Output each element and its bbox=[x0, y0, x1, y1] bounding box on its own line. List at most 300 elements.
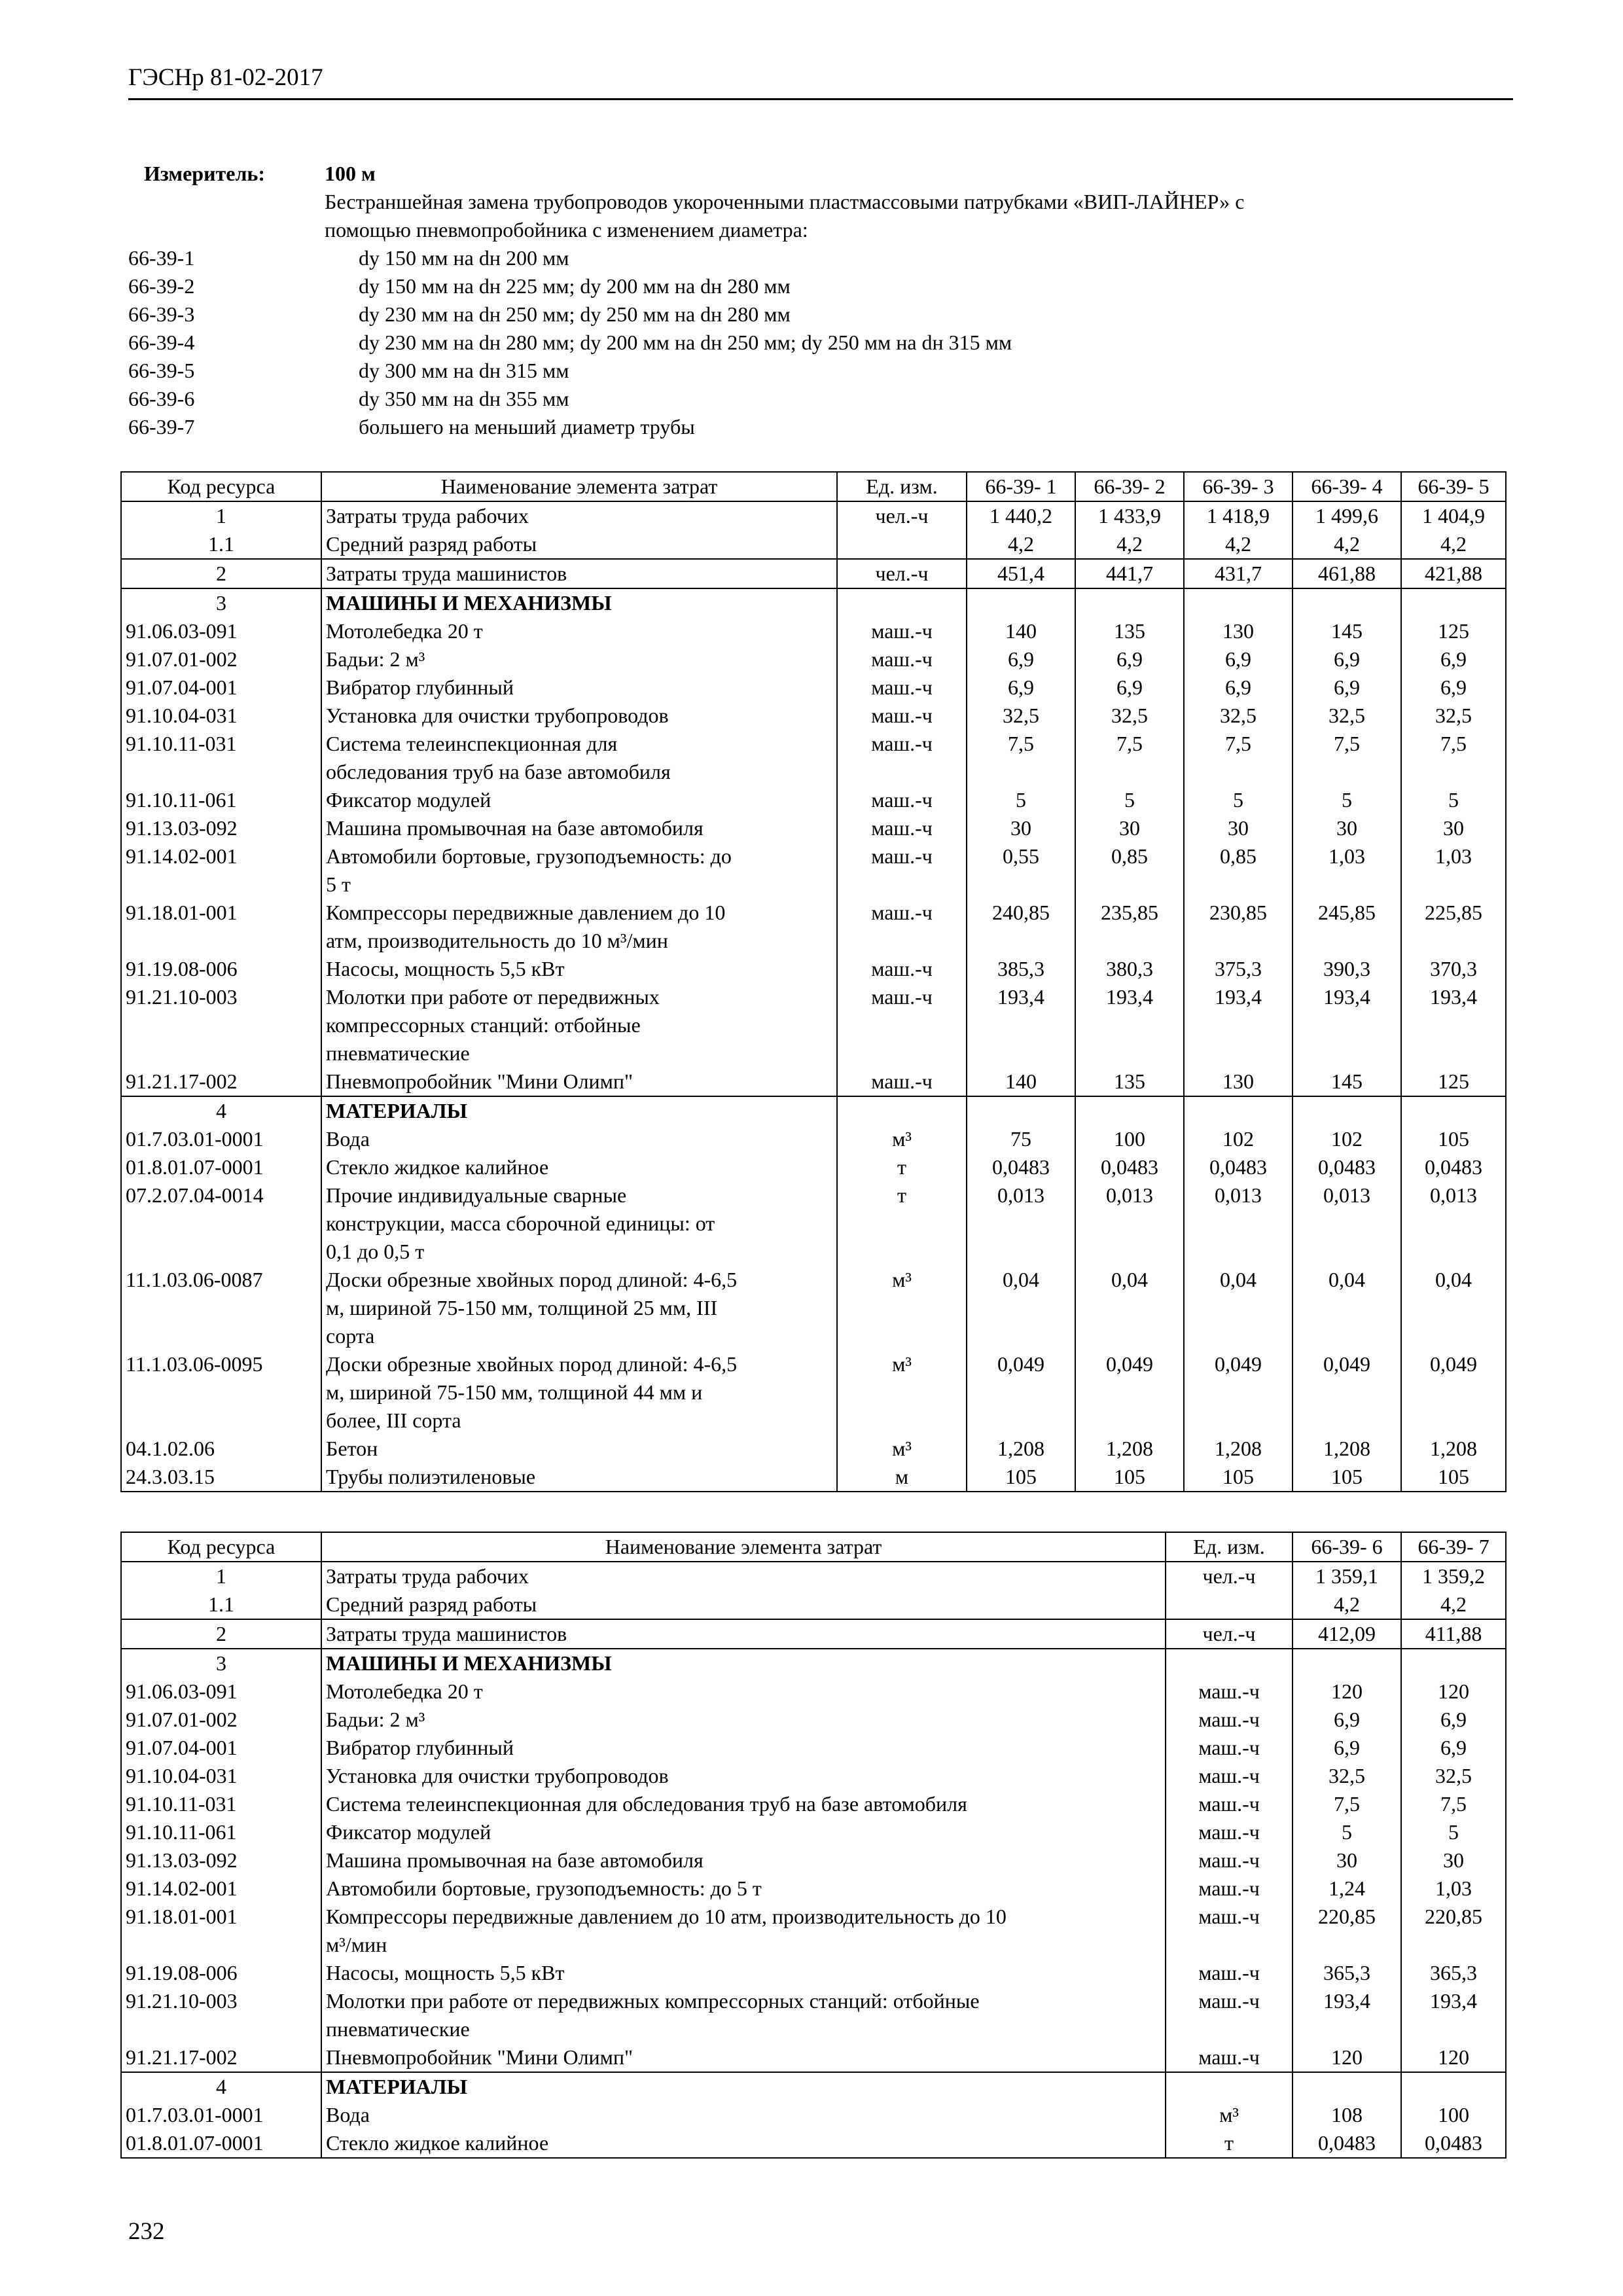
unit: маш.-ч bbox=[837, 955, 967, 983]
norm-value: 30 bbox=[1293, 1846, 1401, 1874]
norm-value: 30 bbox=[1401, 814, 1506, 842]
table-row bbox=[121, 1350, 1506, 1435]
norm-value: 1 404,9 bbox=[1401, 501, 1506, 530]
norm-value: 4,2 bbox=[1184, 530, 1293, 559]
norm-value bbox=[1293, 1649, 1401, 1677]
variant-row bbox=[128, 413, 1513, 441]
table-row bbox=[121, 1762, 1506, 1790]
column-header: 66-39- 5 bbox=[1401, 472, 1506, 501]
name-line: Затраты труда машинистов bbox=[326, 562, 567, 585]
name-line: Средний разряд работы bbox=[326, 1592, 537, 1616]
table-row bbox=[121, 1734, 1506, 1762]
norm-value: 4,2 bbox=[1401, 530, 1506, 559]
norm-value: 6,9 bbox=[1401, 1734, 1506, 1762]
name-line: Бадьи: 2 м³ bbox=[326, 647, 425, 671]
table-row bbox=[121, 702, 1506, 730]
norm-value: 108 bbox=[1293, 2101, 1401, 2129]
unit: чел.-ч bbox=[1166, 1619, 1293, 1649]
table-row bbox=[121, 1435, 1506, 1463]
table-row bbox=[121, 673, 1506, 702]
norm-value: 7,5 bbox=[1293, 1790, 1401, 1818]
name-line: МАТЕРИАЛЫ bbox=[326, 2075, 467, 2098]
unit bbox=[1166, 1649, 1293, 1677]
norm-value: 245,85 bbox=[1293, 899, 1401, 955]
table-row bbox=[121, 530, 1506, 559]
unit: маш.-ч bbox=[1166, 1734, 1293, 1762]
cost-element-name bbox=[321, 1153, 837, 1181]
table-row bbox=[121, 2043, 1506, 2072]
cost-element-name bbox=[321, 501, 837, 530]
resource-code: 91.10.11-031 bbox=[121, 1790, 321, 1818]
norm-value: 0,049 bbox=[967, 1350, 1075, 1435]
resource-code: 91.10.04-031 bbox=[121, 702, 321, 730]
variant-code: 66-39-3 bbox=[128, 302, 195, 326]
unit: чел.-ч bbox=[1166, 1562, 1293, 1590]
unit: чел.-ч bbox=[837, 501, 967, 530]
norm-value: 102 bbox=[1293, 1125, 1401, 1153]
table-row bbox=[121, 1818, 1506, 1846]
resource-code: 11.1.03.06-0095 bbox=[121, 1350, 321, 1435]
variant-row bbox=[128, 300, 1513, 329]
norm-value: 365,3 bbox=[1293, 1959, 1401, 1987]
norm-value: 105 bbox=[1293, 1463, 1401, 1492]
variant-row bbox=[128, 385, 1513, 413]
column-header: Код ресурса bbox=[121, 472, 321, 501]
unit: т bbox=[837, 1181, 967, 1266]
resource-code: 91.19.08-006 bbox=[121, 955, 321, 983]
norm-value: 365,3 bbox=[1401, 1959, 1506, 1987]
column-header: 66-39- 7 bbox=[1401, 1532, 1506, 1562]
resource-code: 91.14.02-001 bbox=[121, 1874, 321, 1903]
unit: маш.-ч bbox=[1166, 1677, 1293, 1706]
table-row bbox=[121, 1677, 1506, 1706]
norm-value: 4,2 bbox=[1293, 1590, 1401, 1619]
resource-code: 04.1.02.06 bbox=[121, 1435, 321, 1463]
norm-value: 7,5 bbox=[1075, 730, 1184, 786]
norm-value bbox=[1293, 1096, 1401, 1125]
resource-code: 91.18.01-001 bbox=[121, 1903, 321, 1959]
variant-code: 66-39-1 bbox=[128, 246, 195, 270]
cost-element-name bbox=[321, 1590, 1166, 1619]
name-line: м, шириной 75-150 мм, толщиной 25 мм, III bbox=[326, 1296, 718, 1319]
norm-value bbox=[967, 588, 1075, 617]
norm-value bbox=[1401, 1096, 1506, 1125]
table-row bbox=[121, 559, 1506, 588]
norm-value: 0,049 bbox=[1184, 1350, 1293, 1435]
cost-element-name bbox=[321, 1762, 1166, 1790]
norm-value: 30 bbox=[967, 814, 1075, 842]
norm-value: 193,4 bbox=[1401, 983, 1506, 1067]
unit: маш.-ч bbox=[837, 617, 967, 645]
unit: маш.-ч bbox=[837, 786, 967, 814]
resource-code: 01.8.01.07-0001 bbox=[121, 1153, 321, 1181]
cost-element-name bbox=[321, 1987, 1166, 2043]
name-line: обследования труб на базе автомобиля bbox=[326, 760, 671, 783]
cost-element-name bbox=[321, 1125, 837, 1153]
cost-element-name bbox=[321, 1677, 1166, 1706]
table-row bbox=[121, 617, 1506, 645]
unit bbox=[837, 1096, 967, 1125]
cost-element-name bbox=[321, 1846, 1166, 1874]
norm-value: 6,9 bbox=[1075, 673, 1184, 702]
norm-value: 140 bbox=[967, 617, 1075, 645]
norm-value: 1,208 bbox=[1293, 1435, 1401, 1463]
norm-value: 130 bbox=[1184, 1067, 1293, 1096]
norm-value: 145 bbox=[1293, 617, 1401, 645]
norm-value: 0,0483 bbox=[967, 1153, 1075, 1181]
name-line: Насосы, мощность 5,5 кВт bbox=[326, 1961, 565, 1984]
norm-value: 1,208 bbox=[1401, 1435, 1506, 1463]
name-line: МАТЕРИАЛЫ bbox=[326, 1099, 467, 1122]
norm-value: 5 bbox=[1401, 786, 1506, 814]
resource-code: 91.13.03-092 bbox=[121, 1846, 321, 1874]
unit: маш.-ч bbox=[837, 814, 967, 842]
cost-element-name bbox=[321, 899, 837, 955]
name-line: Трубы полиэтиленовые bbox=[326, 1465, 536, 1488]
norm-value: 370,3 bbox=[1401, 955, 1506, 983]
norm-value: 0,013 bbox=[1401, 1181, 1506, 1266]
cost-element-name bbox=[321, 530, 837, 559]
cost-element-name bbox=[321, 645, 837, 673]
norm-value: 6,9 bbox=[1293, 645, 1401, 673]
name-line: 0,1 до 0,5 т bbox=[326, 1240, 425, 1263]
variant-code: 66-39-4 bbox=[128, 331, 195, 354]
name-line: Затраты труда рабочих bbox=[326, 504, 529, 528]
resource-code: 24.3.03.15 bbox=[121, 1463, 321, 1492]
name-line: сорта bbox=[326, 1324, 375, 1348]
name-line: Фиксатор модулей bbox=[326, 788, 491, 812]
cost-element-name bbox=[321, 588, 837, 617]
cost-element-name bbox=[321, 814, 837, 842]
norm-value: 5 bbox=[1075, 786, 1184, 814]
table-row bbox=[121, 2129, 1506, 2158]
norm-value bbox=[1401, 1649, 1506, 1677]
resource-code: 91.10.11-061 bbox=[121, 786, 321, 814]
norm-value: 1,208 bbox=[1184, 1435, 1293, 1463]
unit: маш.-ч bbox=[1166, 1874, 1293, 1903]
name-line: компрессорных станций: отбойные bbox=[326, 1013, 641, 1037]
resource-code: 1.1 bbox=[121, 1590, 321, 1619]
resource-code: 91.19.08-006 bbox=[121, 1959, 321, 1987]
name-line: Стекло жидкое калийное bbox=[326, 2131, 549, 2155]
column-header: 66-39- 4 bbox=[1293, 472, 1401, 501]
norm-value: 1,03 bbox=[1293, 842, 1401, 899]
norm-value: 0,049 bbox=[1293, 1350, 1401, 1435]
unit: м³ bbox=[1166, 2101, 1293, 2129]
name-line: Бадьи: 2 м³ bbox=[326, 1708, 425, 1731]
resource-code: 91.07.04-001 bbox=[121, 673, 321, 702]
meter-row bbox=[128, 160, 1513, 188]
table-row bbox=[121, 1649, 1506, 1677]
variant-row bbox=[128, 357, 1513, 385]
table-row bbox=[121, 1959, 1506, 1987]
column-header: 66-39- 2 bbox=[1075, 472, 1184, 501]
name-line: Компрессоры передвижные давлением до 10 bbox=[326, 901, 726, 924]
resource-code: 1 bbox=[121, 501, 321, 530]
norm-value: 380,3 bbox=[1075, 955, 1184, 983]
norm-value: 0,85 bbox=[1184, 842, 1293, 899]
resource-code: 91.07.01-002 bbox=[121, 1706, 321, 1734]
norm-value: 375,3 bbox=[1184, 955, 1293, 983]
cost-element-name bbox=[321, 730, 837, 786]
resource-code: 91.21.17-002 bbox=[121, 1067, 321, 1096]
unit bbox=[1166, 1590, 1293, 1619]
norm-value: 6,9 bbox=[1184, 673, 1293, 702]
norm-value: 140 bbox=[967, 1067, 1075, 1096]
norm-value: 0,0483 bbox=[1401, 1153, 1506, 1181]
norm-value: 235,85 bbox=[1075, 899, 1184, 955]
norm-value: 32,5 bbox=[1293, 1762, 1401, 1790]
norm-value: 75 bbox=[967, 1125, 1075, 1153]
resource-code: 91.10.11-031 bbox=[121, 730, 321, 786]
norm-value: 120 bbox=[1401, 2043, 1506, 2072]
table-row bbox=[121, 501, 1506, 530]
norm-value: 32,5 bbox=[1293, 702, 1401, 730]
cost-element-name bbox=[321, 1649, 1166, 1677]
table-row bbox=[121, 1790, 1506, 1818]
unit: маш.-ч bbox=[1166, 1762, 1293, 1790]
table-header-row bbox=[121, 1532, 1506, 1562]
norm-value: 1 433,9 bbox=[1075, 501, 1184, 530]
resource-table-2 bbox=[120, 1532, 1507, 2159]
norm-value: 30 bbox=[1075, 814, 1184, 842]
cost-element-name bbox=[321, 559, 837, 588]
variant-text: dy 230 мм на dн 250 мм; dy 250 мм на dн 280 мм bbox=[359, 302, 791, 326]
norm-value: 6,9 bbox=[1293, 1706, 1401, 1734]
norm-value: 0,013 bbox=[1075, 1181, 1184, 1266]
norm-value: 6,9 bbox=[1184, 645, 1293, 673]
unit: маш.-ч bbox=[837, 1067, 967, 1096]
variant-text: большего на меньший диаметр трубы bbox=[359, 415, 695, 439]
name-line: Мотолебедка 20 т bbox=[326, 619, 483, 643]
unit: маш.-ч bbox=[837, 702, 967, 730]
norm-value: 125 bbox=[1401, 617, 1506, 645]
resource-code: 3 bbox=[121, 1649, 321, 1677]
norm-value: 6,9 bbox=[1293, 673, 1401, 702]
norm-value: 7,5 bbox=[1401, 730, 1506, 786]
variant-code: 66-39-6 bbox=[128, 387, 195, 410]
norm-value: 6,9 bbox=[967, 645, 1075, 673]
norm-value: 105 bbox=[967, 1463, 1075, 1492]
norm-value: 193,4 bbox=[1293, 1987, 1401, 2043]
meter-value: 100 м bbox=[325, 162, 376, 185]
norm-value: 0,04 bbox=[1075, 1266, 1184, 1350]
norm-value: 0,55 bbox=[967, 842, 1075, 899]
cost-element-name bbox=[321, 1903, 1166, 1959]
norm-value: 30 bbox=[1293, 814, 1401, 842]
table-row bbox=[121, 842, 1506, 899]
norm-value bbox=[1075, 588, 1184, 617]
table-row bbox=[121, 1266, 1506, 1350]
norm-value: 193,4 bbox=[1401, 1987, 1506, 2043]
variant-text: dy 350 мм на dн 355 мм bbox=[359, 387, 569, 410]
unit: маш.-ч bbox=[1166, 1846, 1293, 1874]
name-line: Машина промывочная на базе автомобиля bbox=[326, 1848, 704, 1872]
table-row bbox=[121, 588, 1506, 617]
norm-value: 30 bbox=[1184, 814, 1293, 842]
unit bbox=[837, 588, 967, 617]
name-line: конструкции, масса сборочной единицы: от bbox=[326, 1211, 715, 1235]
resource-code: 91.07.04-001 bbox=[121, 1734, 321, 1762]
cost-element-name bbox=[321, 1874, 1166, 1903]
norm-value: 220,85 bbox=[1293, 1903, 1401, 1959]
norm-value bbox=[1401, 2072, 1506, 2101]
table-row bbox=[121, 814, 1506, 842]
table-row bbox=[121, 1846, 1506, 1874]
norm-value: 32,5 bbox=[1401, 702, 1506, 730]
resource-code: 01.7.03.01-0001 bbox=[121, 2101, 321, 2129]
name-line: Насосы, мощность 5,5 кВт bbox=[326, 957, 565, 980]
resource-code: 91.21.10-003 bbox=[121, 1987, 321, 2043]
table-row bbox=[121, 955, 1506, 983]
resource-code: 91.06.03-091 bbox=[121, 1677, 321, 1706]
table-row bbox=[121, 786, 1506, 814]
resource-code: 91.13.03-092 bbox=[121, 814, 321, 842]
norm-value: 411,88 bbox=[1401, 1619, 1506, 1649]
name-line: Фиксатор модулей bbox=[326, 1820, 491, 1844]
name-line: пневматические bbox=[326, 2017, 470, 2041]
norm-value: 105 bbox=[1401, 1125, 1506, 1153]
unit: маш.-ч bbox=[1166, 1818, 1293, 1846]
name-line: Пневмопробойник "Мини Олимп" bbox=[326, 2045, 633, 2069]
resource-code: 2 bbox=[121, 1619, 321, 1649]
norm-value: 7,5 bbox=[1293, 730, 1401, 786]
norm-value: 0,049 bbox=[1401, 1350, 1506, 1435]
cost-element-name bbox=[321, 842, 837, 899]
norm-value: 0,0483 bbox=[1401, 2129, 1506, 2158]
norm-value: 0,013 bbox=[967, 1181, 1075, 1266]
norm-value: 1 418,9 bbox=[1184, 501, 1293, 530]
column-header: 66-39- 6 bbox=[1293, 1532, 1401, 1562]
cost-element-name bbox=[321, 1181, 837, 1266]
norm-value: 5 bbox=[1401, 1818, 1506, 1846]
table-row bbox=[121, 1706, 1506, 1734]
resource-code: 4 bbox=[121, 2072, 321, 2101]
name-line: Молотки при работе от передвижных компрессорных станций: отбойные bbox=[326, 1989, 980, 2013]
table-row bbox=[121, 1125, 1506, 1153]
column-header: Наименование элемента затрат bbox=[321, 1532, 1166, 1562]
name-line: Прочие индивидуальные сварные bbox=[326, 1183, 627, 1207]
name-line: Мотолебедка 20 т bbox=[326, 1679, 483, 1703]
column-header: Код ресурса bbox=[121, 1532, 321, 1562]
name-line: Вибратор глубинный bbox=[326, 675, 514, 699]
name-line: Затраты труда рабочих bbox=[326, 1564, 529, 1588]
norm-value: 4,2 bbox=[1401, 1590, 1506, 1619]
norm-value: 145 bbox=[1293, 1067, 1401, 1096]
resource-code: 11.1.03.06-0087 bbox=[121, 1266, 321, 1350]
norm-value: 6,9 bbox=[1075, 645, 1184, 673]
resource-code: 1 bbox=[121, 1562, 321, 1590]
norm-value: 5 bbox=[967, 786, 1075, 814]
cost-element-name bbox=[321, 1266, 837, 1350]
norm-value: 4,2 bbox=[1293, 530, 1401, 559]
cost-element-name bbox=[321, 1350, 837, 1435]
name-line: Затраты труда машинистов bbox=[326, 1622, 567, 1645]
norm-value: 30 bbox=[1401, 1846, 1506, 1874]
table-row bbox=[121, 1181, 1506, 1266]
column-header: Ед. изм. bbox=[1166, 1532, 1293, 1562]
norm-value: 100 bbox=[1401, 2101, 1506, 2129]
norm-value bbox=[967, 1096, 1075, 1125]
norm-value: 412,09 bbox=[1293, 1619, 1401, 1649]
norm-value: 225,85 bbox=[1401, 899, 1506, 955]
resource-code: 2 bbox=[121, 559, 321, 588]
norm-value: 1 499,6 bbox=[1293, 501, 1401, 530]
name-line: Доски обрезные хвойных пород длиной: 4-6,5 bbox=[326, 1352, 738, 1376]
unit: маш.-ч bbox=[837, 730, 967, 786]
variant-code: 66-39-7 bbox=[128, 415, 195, 439]
column-header: 66-39- 3 bbox=[1184, 472, 1293, 501]
norm-value: 1,208 bbox=[1075, 1435, 1184, 1463]
norm-value: 32,5 bbox=[967, 702, 1075, 730]
norm-value: 4,2 bbox=[967, 530, 1075, 559]
unit: маш.-ч bbox=[837, 899, 967, 955]
cost-element-name bbox=[321, 1959, 1166, 1987]
unit: маш.-ч bbox=[837, 673, 967, 702]
norm-value: 1,24 bbox=[1293, 1874, 1401, 1903]
name-line: Автомобили бортовые, грузоподъемность: до 5 т bbox=[326, 1876, 762, 1900]
name-line: атм, производительность до 10 м³/мин bbox=[326, 929, 668, 952]
resource-code: 4 bbox=[121, 1096, 321, 1125]
unit: маш.-ч bbox=[1166, 1987, 1293, 2043]
table-row bbox=[121, 730, 1506, 786]
name-line: м, шириной 75-150 мм, толщиной 44 мм и bbox=[326, 1380, 703, 1404]
table-row bbox=[121, 645, 1506, 673]
name-line: Компрессоры передвижные давлением до 10 атм, производительность до 10 bbox=[326, 1905, 1007, 1928]
norm-value: 120 bbox=[1401, 1677, 1506, 1706]
table-row bbox=[121, 1463, 1506, 1492]
norm-value bbox=[1075, 1096, 1184, 1125]
name-line: Система телеинспекционная для обследования труб на базе автомобиля bbox=[326, 1792, 967, 1816]
name-line: Вода bbox=[326, 1127, 370, 1151]
column-header: Ед. изм. bbox=[837, 472, 967, 501]
unit: чел.-ч bbox=[837, 559, 967, 588]
norm-value: 441,7 bbox=[1075, 559, 1184, 588]
name-line: Установка для очистки трубопроводов bbox=[326, 1764, 669, 1787]
meter-label: Измеритель: bbox=[144, 162, 265, 185]
norm-value bbox=[1293, 588, 1401, 617]
norm-value: 1,03 bbox=[1401, 842, 1506, 899]
variant-text: dy 230 мм на dн 280 мм; dy 200 мм на dн 250 мм; dy 250 мм на dн 315 мм bbox=[359, 331, 1012, 354]
name-line: Система телеинспекционная для bbox=[326, 732, 618, 755]
unit: маш.-ч bbox=[837, 645, 967, 673]
norm-value: 32,5 bbox=[1401, 1762, 1506, 1790]
variant-code: 66-39-5 bbox=[128, 359, 195, 382]
cost-element-name bbox=[321, 1706, 1166, 1734]
page-number: 232 bbox=[128, 2218, 165, 2245]
unit: маш.-ч bbox=[1166, 2043, 1293, 2072]
description-line: помощью пневмопробойника с изменением диаметра: bbox=[325, 218, 808, 242]
norm-value bbox=[1401, 588, 1506, 617]
cost-element-name bbox=[321, 673, 837, 702]
cost-element-name bbox=[321, 983, 837, 1067]
resource-code: 07.2.07.04-0014 bbox=[121, 1181, 321, 1266]
norm-value: 135 bbox=[1075, 1067, 1184, 1096]
variant-text: dy 300 мм на dн 315 мм bbox=[359, 359, 569, 382]
cost-element-name bbox=[321, 1435, 837, 1463]
resource-code: 3 bbox=[121, 588, 321, 617]
norm-value: 1,208 bbox=[967, 1435, 1075, 1463]
table-row bbox=[121, 1619, 1506, 1649]
unit: м bbox=[837, 1463, 967, 1492]
variant-list bbox=[128, 244, 1513, 441]
variant-row bbox=[128, 329, 1513, 357]
cost-element-name bbox=[321, 1096, 837, 1125]
document-code: ГЭСНр 81-02-2017 bbox=[128, 64, 323, 91]
cost-element-name bbox=[321, 2101, 1166, 2129]
norm-value: 5 bbox=[1184, 786, 1293, 814]
name-line: Средний разряд работы bbox=[326, 532, 537, 556]
